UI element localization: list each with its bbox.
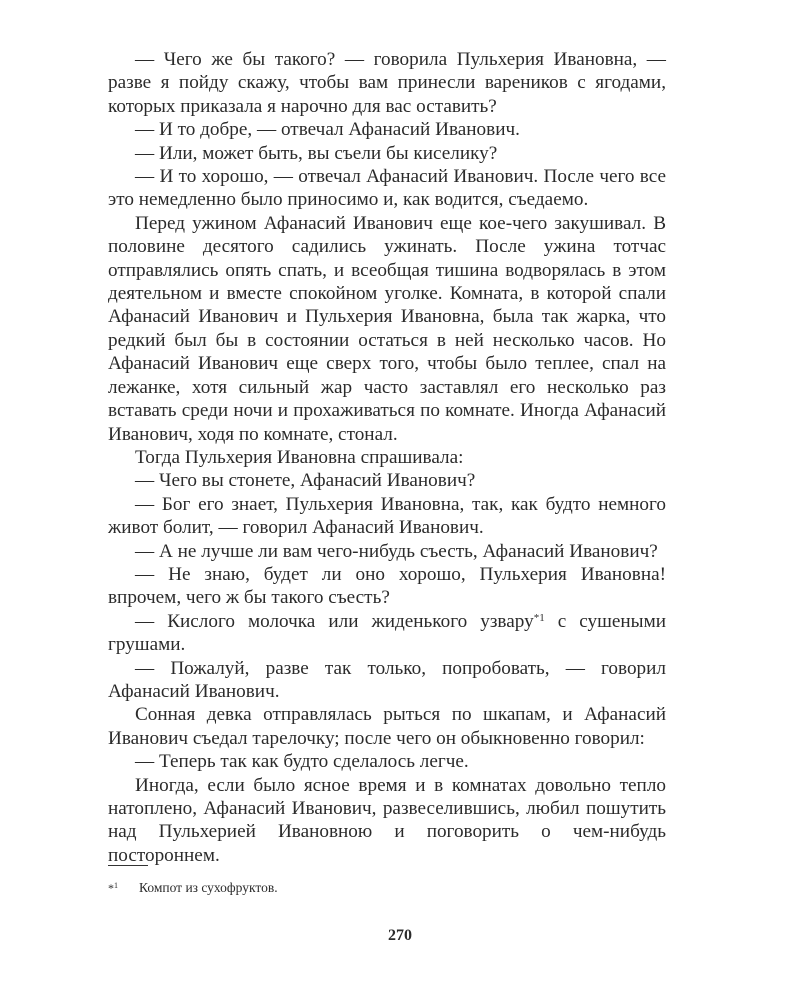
- footnote-marker-symbol: *: [108, 881, 114, 895]
- paragraph: — Пожалуй, разве так только, попробовать, — говорил Афанасий Иванович.: [108, 657, 666, 702]
- paragraph: — Чего вы стонете, Афанасий Иванович?: [135, 470, 476, 492]
- paragraph: — Чего же бы такого? — говорила Пульхерия Ивановна, — разве я пойду скажу, чтобы вам принесли вареников с ягодами, которых приказала я нарочно для вас оставить?: [108, 49, 666, 117]
- page-text: [108, 48, 666, 867]
- footnote-marker: [108, 881, 139, 896]
- paragraph: Иногда, если было ясное время и в комнатах довольно тепло натоплено, Афанасий Иванович, развеселившись, любил пошутить над Пульхерией Ивановною и поговорить о чем-нибудь постороннем.: [108, 774, 666, 866]
- paragraph: Тогда Пульхерия Ивановна спрашивала:: [135, 446, 464, 468]
- paragraph: — Теперь так как будто сделалось легче.: [135, 751, 469, 773]
- paragraph-text: — Кислого молочка или жиденького узвару: [135, 610, 534, 632]
- paragraph: — Или, может быть, вы съели бы киселику?: [135, 142, 498, 164]
- paragraph-with-footnote: [108, 610, 666, 657]
- paragraph: — И то хорошо, — отвечал Афанасий Иванович. После чего все это немедленно было приносимо и, как водится, съедаемо.: [108, 166, 666, 211]
- paragraph: — А не лучше ли вам чего-нибудь съесть, Афанасий Иванович?: [135, 540, 658, 562]
- paragraph: Перед ужином Афанасий Иванович еще кое-чего закушивал. В половине десятого садились ужинать. После ужина тотчас отправлялись опять спать, и всеобщая тишина водворялась в этом деятельном и вместе спокойном уголке. Комната, в которой спали Афанасий Иванович и Пульхерия Ивановна, была так жарка, что редкий был бы в состоянии остаться в ней несколько часов. Но Афанасий Иванович еще сверх того, чтобы было теплее, спал на лежанке, хотя сильный жар часто заставлял его несколько раз вставать среди ночи и прохаживаться по комнате. Иногда Афанасий Иванович, ходя по комнате, стонал.: [108, 212, 666, 445]
- footnote-text: Компот из сухофруктов.: [139, 880, 278, 895]
- paragraph: — Бог его знает, Пульхерия Ивановна, так, как будто немного живот болит, — говорил Афанасий Иванович.: [108, 493, 666, 539]
- footnote-divider: [108, 865, 148, 866]
- footnote: [108, 880, 278, 896]
- page-number: 270: [388, 927, 412, 944]
- paragraph: — Не знаю, будет ли оно хорошо, Пульхерия Ивановна! впрочем, чего ж бы такого съесть?: [108, 563, 666, 609]
- paragraph-text: с сушеными грушами.: [108, 610, 666, 656]
- paragraph: Сонная девка отправлялась рыться по шкапам, и Афанасий Иванович съедал тарелочку; после чего он обыкновенно говорил:: [108, 704, 666, 749]
- footnote-marker-number: 1: [114, 881, 118, 890]
- footnote-reference[interactable]: *1: [533, 611, 545, 624]
- paragraph: — И то добре, — отвечал Афанасий Иванович.: [135, 119, 520, 141]
